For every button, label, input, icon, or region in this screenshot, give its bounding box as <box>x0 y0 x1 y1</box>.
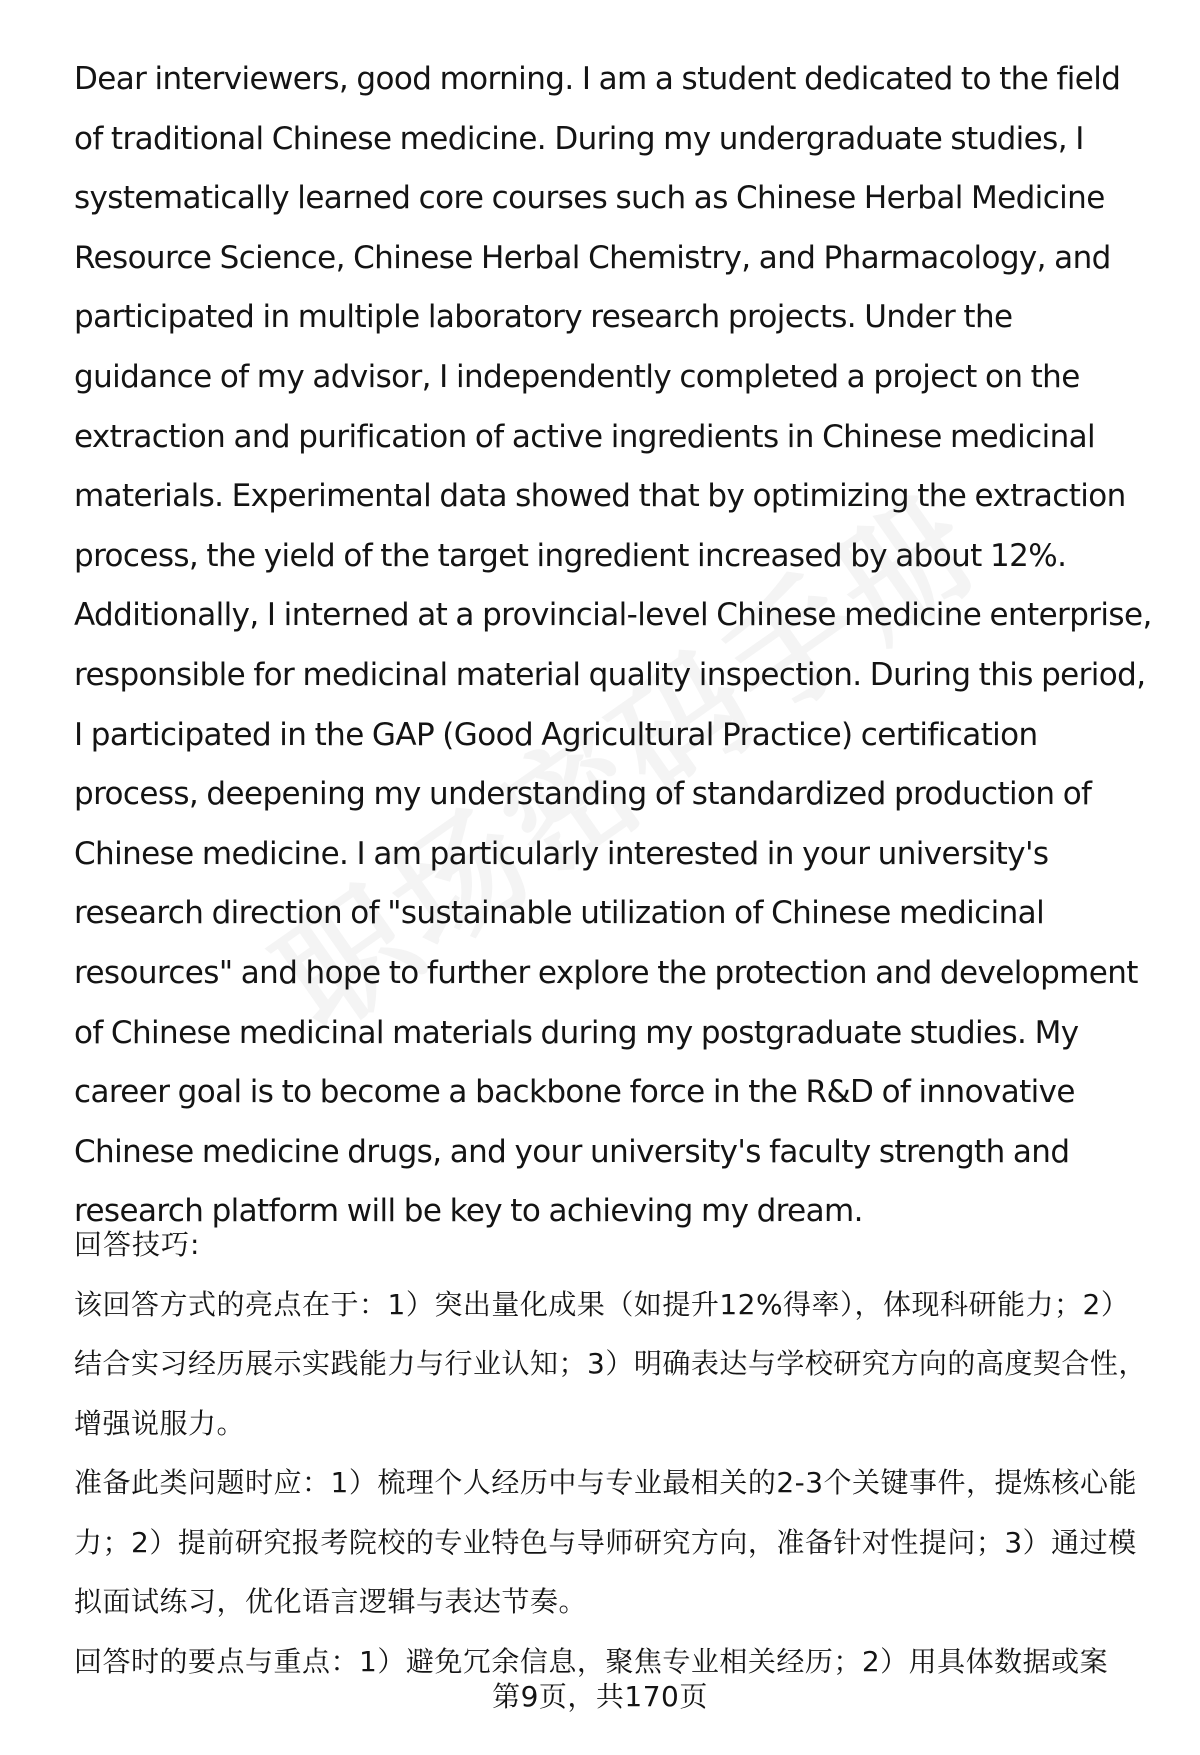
tips-highlights-paragraph: 该回答方式的亮点在于：1）突出量化成果（如提升12%得率），体现科研能力；2）结合实习经历展示实践能力与行业认知；3）明确表达与学校研究方向的高度契合性，增强说服力。 <box>74 1287 1147 1440</box>
tips-preparation-paragraph: 准备此类问题时应：1）梳理个人经历中与专业最相关的2-3个关键事件，提炼核心能力；2）提前研究报考院校的专业特色与导师研究方向，准备针对性提问；3）通过模拟面试练习，优化语言逻辑与表达节奏。 <box>74 1466 1138 1618</box>
answer-tips-section <box>74 1215 1149 1691</box>
page-number-footer: 第9页，共170页 <box>492 1680 708 1713</box>
tips-heading: 回答技巧: <box>74 1228 201 1261</box>
tips-key-points-paragraph: 回答时的要点与重点：1）避免冗余信息，聚焦专业相关经历；2）用具体数据或案 <box>74 1644 1109 1678</box>
answer-paragraph: Dear interviewers, good morning. I am a student dedicated to the field of traditional Chinese medicine. During my undergraduate studies, I systematically learned core courses such as Chinese Herbal Medicine Resource Science, Chinese Herbal Chemistry, and Pharmacology, and participated in multiple laboratory research projects. Under the guidance of my advisor, I independently completed a project on the extraction and purification of active ingredients in Chinese medicinal materials. Experimental data showed that by optimizing the extraction process, the yield of the target ingredient increased by about 12%. Additionally, I interned at a provincial-level Chinese medicine enterprise, responsible for medicinal material quality inspection. During this period, I participated in the GAP (Good Agricultural Practice) certification process, deepening my understanding of standardized production of Chinese medicine. I am particularly interested in your university's research direction of "sustainable utilization of Chinese medicinal resources" and hope to further explore the protection and development of Chinese medicinal materials during my postgraduate studies. My career goal is to become a backbone force in the R&D of innovative Chinese medicine drugs, and your university's faculty strength and research platform will be key to achieving my dream. <box>74 61 1152 1230</box>
